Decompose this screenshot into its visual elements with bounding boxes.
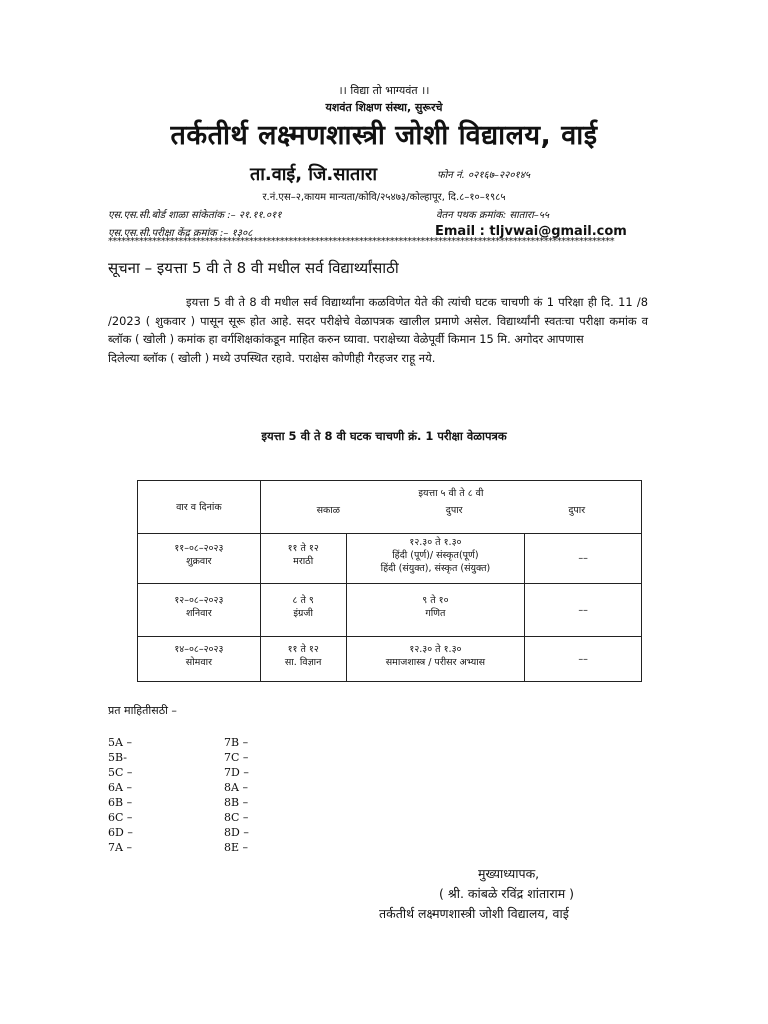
row-slot-3: –– xyxy=(525,584,642,637)
row-slot-2 xyxy=(346,584,525,637)
list-item: 8B – xyxy=(224,796,249,809)
row-slot-1 xyxy=(260,637,346,682)
header-afternoon-1: दुपार xyxy=(445,505,463,516)
address-row xyxy=(0,162,768,188)
list-item: 6A – xyxy=(108,781,132,794)
timetable xyxy=(137,480,642,682)
header-class-label: इयत्ता ५ वी ते ८ वी xyxy=(418,488,484,499)
slot-1-subject: सा. विज्ञान xyxy=(284,657,322,668)
header-afternoon-2: दुपार xyxy=(568,505,586,516)
row-slot-1 xyxy=(260,534,346,584)
slot-1-subject: इंग्रजी xyxy=(293,608,313,619)
notice-heading: सूचना – इयत्ता 5 वी ते 8 वी मधील सर्व विद्यार्थ्यांसाठी xyxy=(108,259,399,277)
table-header-row xyxy=(138,481,642,534)
list-item: 5A – xyxy=(108,736,132,749)
exam-center: एस.एस.सी.परीक्षा केंद्र क्रमांक :– १३०८ xyxy=(108,228,253,239)
email[interactable]: Email : tljvwai@gmail.com xyxy=(435,224,627,239)
table-row xyxy=(138,637,642,682)
timetable-title: इयत्ता 5 वी ते 8 वी घटक चाचणी क्रं. 1 परीक्षा वेळापत्रक xyxy=(261,429,507,443)
row-date: १२–०८–२०२३ xyxy=(174,595,224,606)
copies-label: प्रत माहितीसठी – xyxy=(108,704,177,717)
table-row xyxy=(138,584,642,637)
slot-1-subject: मराठी xyxy=(293,556,314,567)
slot-1-time: ११ ते १२ xyxy=(287,644,319,655)
signature-title: मुख्याध्यापक, xyxy=(478,866,540,881)
list-item: 5C – xyxy=(108,766,133,779)
slot-2-subject: हिंदी (पूर्ण)/ संस्कृत(पूर्ण) xyxy=(392,550,479,561)
board-code: एस.एस.सी.बोर्ड शाळा सांकेतांक :– २१.११.०११ xyxy=(108,210,282,221)
slot-2-subject: गणित xyxy=(425,608,446,619)
table-row xyxy=(138,534,642,584)
notice-body xyxy=(108,293,648,367)
society-name: यशवंत शिक्षण संस्था, सुरूरचे xyxy=(325,101,443,114)
copies-left-list xyxy=(108,735,133,855)
row-date-day xyxy=(138,534,261,584)
list-item: 6D – xyxy=(108,826,133,839)
row-day: शुक्रवार xyxy=(186,556,212,567)
separator-line: ******************************************************************************************************************* xyxy=(108,236,615,247)
slot-2-time: ९ ते १० xyxy=(422,595,449,606)
header-class xyxy=(260,481,641,534)
signature-name: ( श्री. कांबळे रविंद्र शांताराम ) xyxy=(439,886,575,901)
slot-1-time: ११ ते १२ xyxy=(287,543,319,554)
header-sessions xyxy=(264,500,638,517)
row-day: सोमवार xyxy=(185,657,212,668)
list-item: 8D – xyxy=(224,826,249,839)
list-item: 5B- xyxy=(108,751,128,764)
signature-school: तर्कतीर्थ लक्ष्मणशास्त्री जोशी विद्यालय, वाई xyxy=(379,906,569,921)
row-slot-2 xyxy=(346,637,525,682)
row-date: १४–०८–२०२३ xyxy=(174,644,224,655)
list-item: 7A – xyxy=(108,841,132,854)
copies-right-list xyxy=(224,735,249,855)
list-item: 7D – xyxy=(224,766,249,779)
row-slot-3: –– xyxy=(525,534,642,584)
header-morning: सकाळ xyxy=(316,505,341,516)
row-date-day xyxy=(138,637,261,682)
list-item: 7B – xyxy=(224,736,249,749)
row-date: ११–०८–२०२३ xyxy=(174,543,224,554)
notice-paragraph-1: इयत्ता 5 वी ते 8 वी मधील सर्व विद्यार्थ्यांना कळविणेत येते की त्यांची घटक चाचणी कं 1 परिक्षा ही दि. 11 /8 /2023 ( शुकवार ) पासून सूरू होत आहे. सदर परीक्षेचे वेळापत्रक खालील प्रमाणे असेल. विद्यार्थ्यांनी स्वतःचा परीक्षा कमांक व ब्लॉक ( खोली ) कमांक हा वर्गशिक्षकांकडून माहित करुन घ्यावा. पराक्षेच्या वेळेपूर्वी किमान 15 मि. अगोदर आपणास xyxy=(108,295,648,346)
slot-2-time: १२.३० ते १.३० xyxy=(409,537,462,548)
row-slot-1 xyxy=(260,584,346,637)
list-item: 8A – xyxy=(224,781,248,794)
list-item: 6B – xyxy=(108,796,133,809)
school-name: तर्कतीर्थ लक्ष्मणशास्त्री जोशी विद्यालय, वाई xyxy=(170,120,598,151)
row-date-day xyxy=(138,584,261,637)
slot-2-subject: समाजशास्त्र / परीसर अभ्यास xyxy=(385,657,486,668)
list-item: 7C – xyxy=(224,751,249,764)
list-item: 6C – xyxy=(108,811,133,824)
registration-line: र.नं.एस–२,कायम मान्यता/कोवि/२५४७३/कोल्हापूर, दि.८–१०–१९८५ xyxy=(262,192,506,203)
slot-2-subject-2: हिंदी (संयुक्त), संस्कृत (संयुक्त) xyxy=(380,563,491,574)
motto: ।। विद्या तो भाग्यवंत ।। xyxy=(338,84,430,97)
header-day-date: वार व दिनांक xyxy=(138,481,261,534)
pay-unit: वेतन पथक क्रमांक: सातारा–५५ xyxy=(436,210,550,221)
row-slot-2 xyxy=(346,534,525,584)
row-day: शनिवार xyxy=(185,608,212,619)
address: ता.वाई, जि.सातारा xyxy=(250,164,378,185)
slot-2-time: १२.३० ते १.३० xyxy=(409,644,462,655)
phone-number: फोन नं. ०२१६७–२२०१४५ xyxy=(437,170,531,181)
list-item: 8C – xyxy=(224,811,249,824)
notice-paragraph-2: दिलेल्या ब्लॉक ( खोली ) मध्ये उपस्थित रहावे. पराक्षेस कोणीही गैरहजर राहू नये. xyxy=(108,350,436,365)
slot-1-time: ८ ते ९ xyxy=(292,595,314,606)
row-slot-3: –– xyxy=(525,637,642,682)
list-item: 8E – xyxy=(224,841,249,854)
